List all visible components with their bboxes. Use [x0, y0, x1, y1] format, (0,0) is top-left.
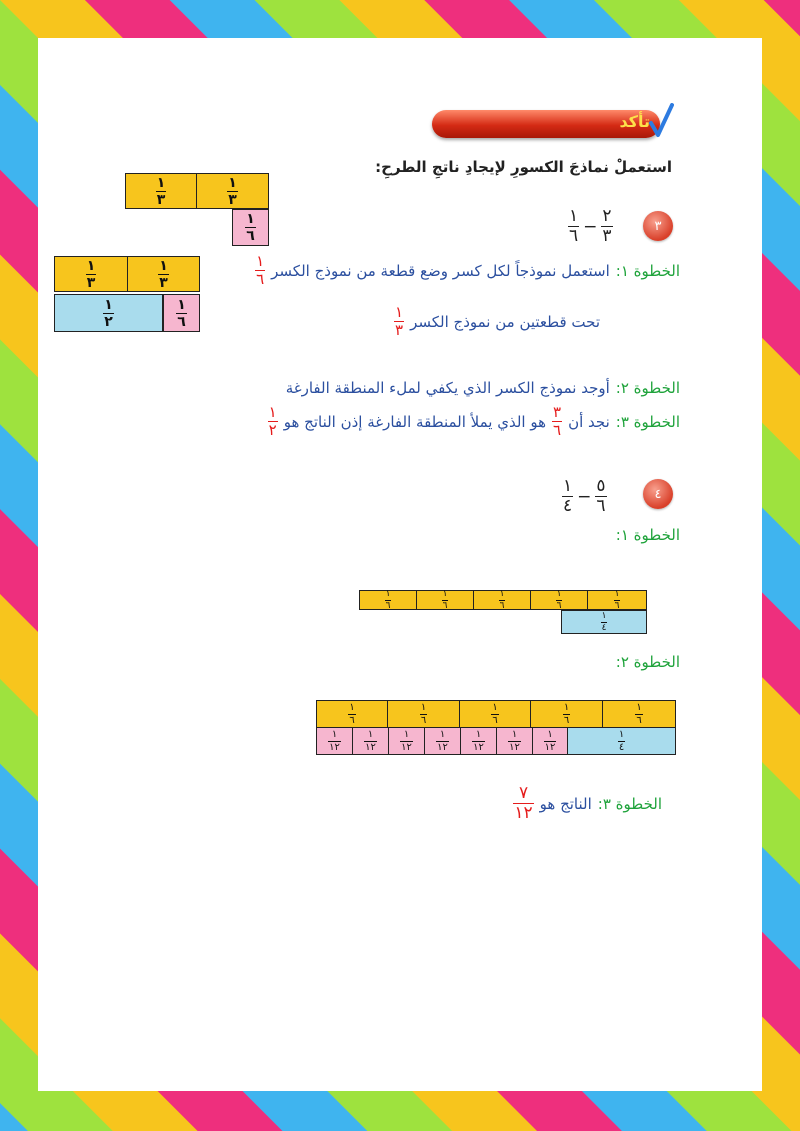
- fraction-piece-twelfth: $\frac{١}{١٢}$: [496, 727, 533, 755]
- p3-step3: [268, 405, 680, 438]
- p4-step2-label: الخطوة ٢:: [615, 653, 680, 671]
- result-fraction: $\frac{١}{٢}$: [268, 403, 277, 439]
- fraction-piece-twelfth: $\frac{١}{١٢}$: [532, 727, 568, 755]
- fraction-piece-twelfth: $\frac{١}{١٢}$: [316, 727, 353, 755]
- fraction-piece-sixth: $\frac{١}{٦}$: [473, 590, 531, 610]
- step-text: هو الذي يملأ المنطقة الفارغة إذن الناتج هو: [283, 412, 547, 431]
- p3-step2: [286, 379, 680, 397]
- minuend-fraction: $\frac{٥}{٦}$: [596, 476, 606, 516]
- fraction-piece-fourth: $\frac{١}{٤}$: [567, 727, 676, 755]
- inline-fraction: $\frac{١}{٣}$: [395, 303, 404, 339]
- fraction-piece-sixth: $\frac{١}{٦}$: [416, 590, 474, 610]
- minus-sign: −: [577, 486, 592, 507]
- p4-step3: [513, 785, 662, 822]
- problem-4-expression: [562, 478, 607, 515]
- fraction-piece-third: $\frac{١}{٣}$: [54, 256, 128, 292]
- step-text: أوجد نموذج الكسر الذي يكفي لملء المنطقة الفارغة: [285, 379, 610, 397]
- step-text: استعمل نموذجاً لكل كسر وضع قطعة من نموذج الكسر: [271, 261, 610, 280]
- fraction-piece-sixth: $\frac{١}{٦}$: [359, 590, 417, 610]
- fraction-piece-sixth: $\frac{١}{٦}$: [530, 590, 588, 610]
- step-text: الناتج هو: [539, 794, 592, 813]
- fraction-piece-twelfth: $\frac{١}{١٢}$: [424, 727, 461, 755]
- fraction-piece-sixth: $\frac{١}{٦}$: [316, 700, 388, 728]
- step-label: الخطوة ٣:: [597, 794, 662, 813]
- fraction-piece-sixth: $\frac{١}{٦}$: [387, 700, 460, 728]
- problem-3-expression: [568, 208, 613, 245]
- subtrahend-fraction: $\frac{١}{٤}$: [563, 476, 573, 516]
- step-text: نجد أن: [568, 412, 610, 431]
- p3-step1: [255, 254, 680, 287]
- result-fraction: $\frac{٧}{١٢}$: [514, 783, 533, 823]
- fraction-piece-sixth: $\frac{١}{٦}$: [530, 700, 603, 728]
- step-label: الخطوة ٣:: [615, 412, 680, 431]
- fraction-piece-fourth: $\frac{١}{٤}$: [561, 610, 647, 634]
- step-label: الخطوة ٢:: [615, 379, 680, 397]
- minus-sign: −: [583, 216, 598, 237]
- fraction-piece-sixth: $\frac{١}{٦}$: [459, 700, 531, 728]
- fraction-piece-third: $\frac{١}{٣}$: [125, 173, 197, 209]
- fraction-piece-twelfth: $\frac{١}{١٢}$: [460, 727, 497, 755]
- takkad-banner: [432, 107, 672, 141]
- fraction-piece-sixth: $\frac{١}{٦}$: [163, 294, 200, 332]
- fraction-piece-third: $\frac{١}{٣}$: [196, 173, 269, 209]
- step-text: تحت قطعتين من نموذج الكسر: [410, 312, 600, 331]
- checkmark-icon: [648, 103, 674, 139]
- fraction-piece-third: $\frac{١}{٣}$: [127, 256, 200, 292]
- inline-fraction: $\frac{١}{٦}$: [256, 252, 265, 288]
- fraction-piece-sixth: $\frac{١}{٦}$: [602, 700, 676, 728]
- inline-fraction: $\frac{٣}{٦}$: [553, 403, 562, 439]
- instruction-text: استعملْ نماذجَ الكسورِ لإيجادِ ناتجِ الطرحِ:: [375, 158, 672, 176]
- fraction-piece-half: $\frac{١}{٢}$: [54, 294, 163, 332]
- problem-number-badge: ٣: [643, 211, 673, 241]
- subtrahend-fraction: $\frac{١}{٦}$: [569, 206, 579, 246]
- p4-step1-label: الخطوة ١:: [615, 526, 680, 544]
- fraction-piece-twelfth: $\frac{١}{١٢}$: [352, 727, 389, 755]
- step-label: الخطوة ١:: [615, 261, 680, 280]
- fraction-piece-twelfth: $\frac{١}{١٢}$: [388, 727, 425, 755]
- minuend-fraction: $\frac{٢}{٣}$: [602, 206, 612, 246]
- fraction-piece-sixth: $\frac{١}{٦}$: [587, 590, 647, 610]
- banner-label: تأكد: [619, 112, 650, 131]
- fraction-piece-sixth: $\frac{١}{٦}$: [232, 209, 269, 246]
- problem-number-badge: ٤: [643, 479, 673, 509]
- p3-step1-continuation: [394, 305, 600, 338]
